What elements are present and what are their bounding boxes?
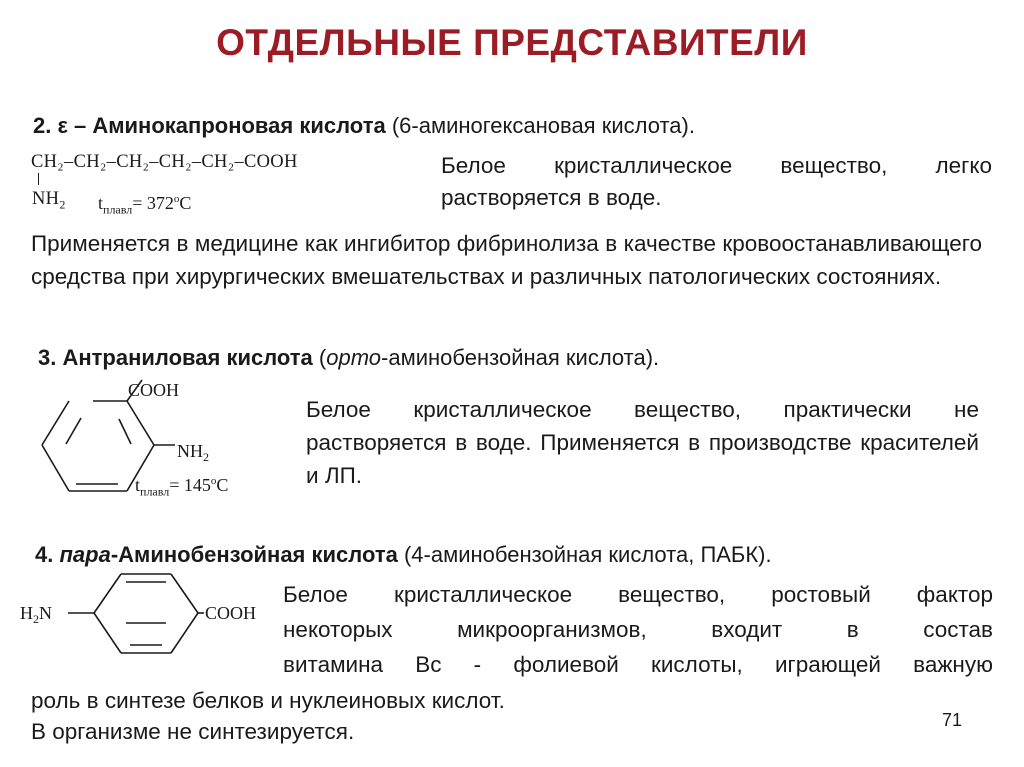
- ring-bond: [94, 613, 121, 653]
- section-2-heading: [33, 113, 695, 139]
- section-3-heading: 3. Антраниловая кислота (орто-аминобензойная кислота).: [38, 345, 660, 370]
- melting-point-2: $t_{плавл}= 372^оС$: [98, 193, 192, 217]
- paba-structure: [18, 571, 278, 661]
- section-4-synonym: (4-аминобензойная кислота, ПАБК).: [397, 542, 772, 567]
- nh2-label: $NH_2$: [177, 441, 209, 464]
- section-4-name: -Аминобензойная кислота: [110, 542, 398, 567]
- section-4-italic-prefix: пара: [59, 542, 111, 567]
- ring-inner-bond: [66, 418, 81, 444]
- section-3-italic-prefix: орто: [326, 345, 382, 370]
- melting-point-3: $t_{плавл}= 145^оС$: [135, 475, 229, 499]
- formula-bond-line: [38, 173, 39, 185]
- slide-title: ОТДЕЛЬНЫЕ ПРЕДСТАВИТЕЛИ: [216, 22, 808, 63]
- h2n-label: $H_2N$: [20, 603, 52, 626]
- amino-group: $NH_2$: [32, 189, 66, 212]
- section-2-usage: Применяется в медицине как ингибитор фибринолиза в качестве кровоостанавливающего средства при хирургических вмешательствах и различных патологических состояниях.: [31, 231, 982, 289]
- section-4-description-continued: роль в синтезе белков и нуклеиновых кислот. В организме не синтезируется.: [31, 688, 505, 744]
- section-2-name: Аминокапроновая кислота: [92, 113, 386, 138]
- section-2-number: 2. ε –: [33, 113, 93, 138]
- ring-bond: [171, 574, 198, 613]
- section-4-heading: 4. пара-Аминобензойная кислота (4-аминобензойная кислота, ПАБК).: [35, 542, 772, 567]
- cooh-label: COOH: [205, 603, 257, 623]
- ring-bond: [42, 445, 69, 491]
- ring-bond: [171, 613, 198, 653]
- aminocaproic-formula: CH₂–CH₂–CH₂–CH₂–CH₂–COOH: [31, 152, 298, 172]
- ring-inner-bond: [119, 419, 131, 444]
- section-2-description: Белое кристаллическое вещество, легко растворяется в воде.: [441, 153, 992, 210]
- section-4-description: Белое кристаллическое вещество, ростовый фактор некоторых микроорганизмов, входит в состав витамина Вс - фолиевой кислоты, играющей важную: [283, 582, 993, 677]
- ring-bond: [42, 401, 69, 445]
- slide-number: 71: [942, 710, 963, 730]
- section-3-description: Белое кристаллическое вещество, практически не растворяется в воде. Применяется в производстве красителей и ЛП.: [306, 397, 979, 488]
- section-3-name: 3. Антраниловая кислота: [38, 345, 313, 370]
- ring-bond: [94, 574, 121, 613]
- section-2-synonym: (6-аминогексановая кислота).: [385, 113, 695, 138]
- ring-bond: [127, 401, 154, 445]
- cooh-label: COOH: [128, 380, 180, 400]
